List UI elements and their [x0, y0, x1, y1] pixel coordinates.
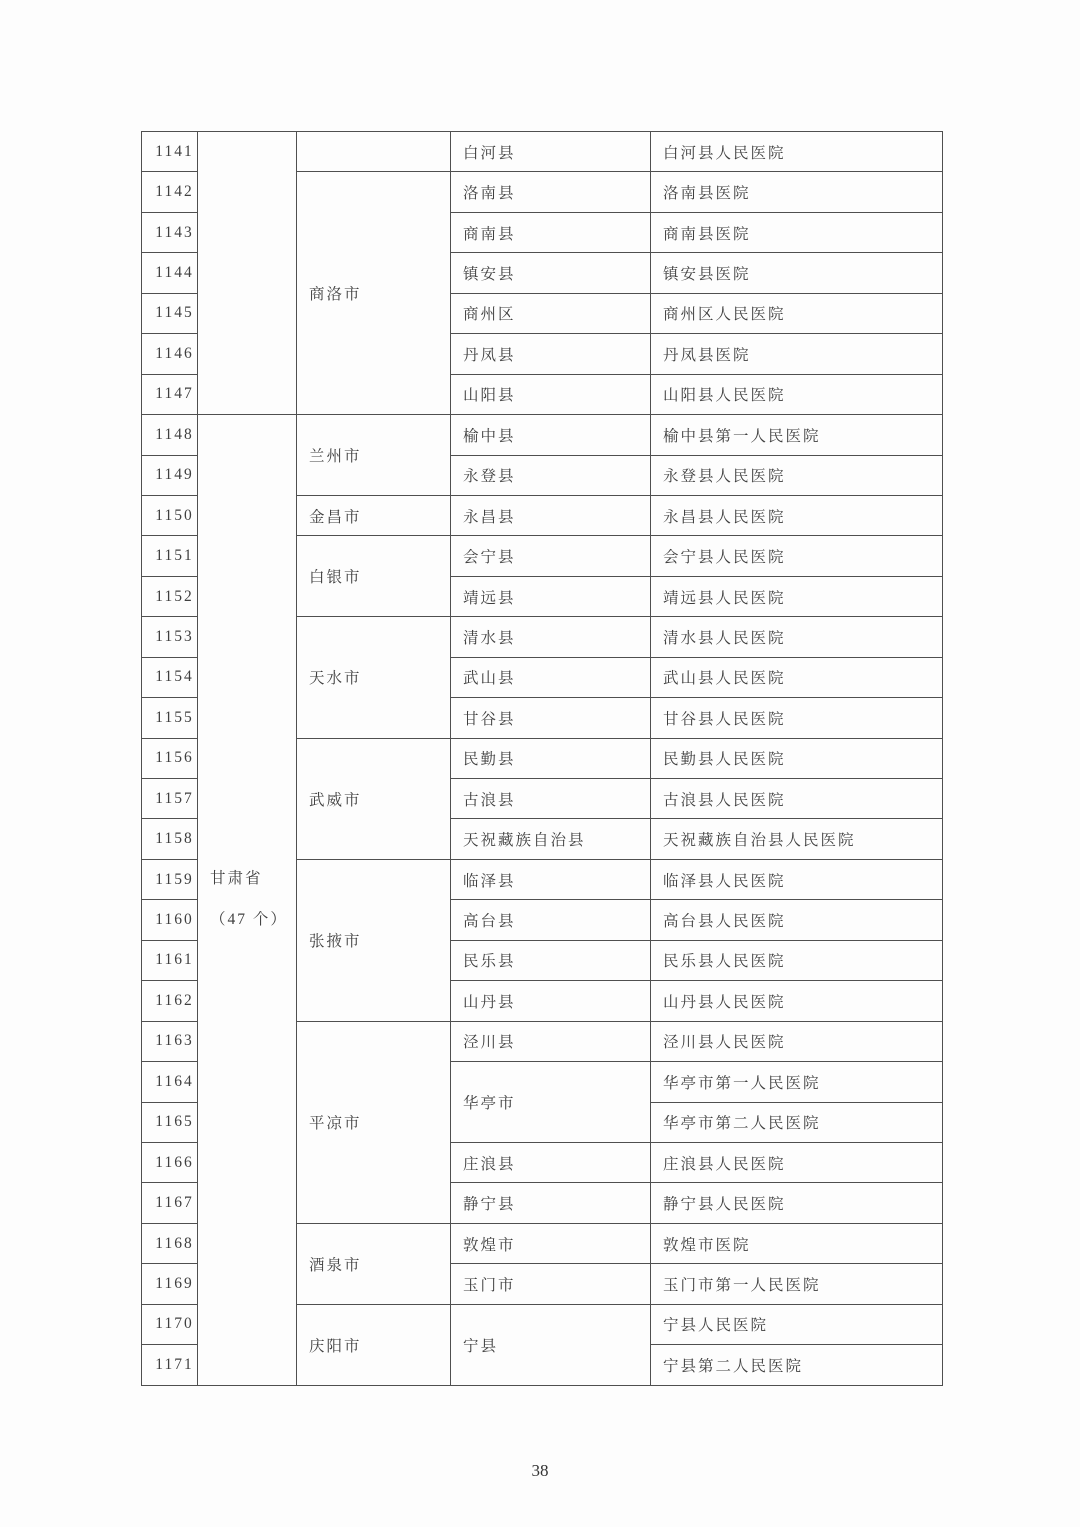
county-cell: 泾川县 — [451, 1021, 651, 1061]
row-number-cell: 1148 — [142, 415, 198, 455]
row-number-cell: 1146 — [142, 334, 198, 374]
county-cell: 临泽县 — [451, 859, 651, 899]
row-number-cell: 1167 — [142, 1183, 198, 1223]
county-cell: 商州区 — [451, 293, 651, 333]
hospital-cell: 永登县人民医院 — [651, 455, 943, 495]
page-number: 38 — [531, 1461, 549, 1480]
table-row — [142, 132, 943, 172]
city-cell: 天水市 — [297, 617, 451, 738]
county-cell: 玉门市 — [451, 1264, 651, 1304]
hospital-cell: 古浪县人民医院 — [651, 779, 943, 819]
county-cell: 永昌县 — [451, 495, 651, 535]
hospital-cell: 宁县人民医院 — [651, 1304, 943, 1344]
row-number-cell: 1165 — [142, 1102, 198, 1142]
county-cell: 古浪县 — [451, 779, 651, 819]
hospital-cell: 永昌县人民医院 — [651, 495, 943, 535]
table-row — [142, 415, 943, 455]
city-cell: 平凉市 — [297, 1021, 451, 1223]
row-number-cell: 1142 — [142, 172, 198, 212]
hospital-cell: 商南县医院 — [651, 212, 943, 252]
county-cell: 华亭市 — [451, 1062, 651, 1143]
row-number-cell: 1161 — [142, 940, 198, 980]
hospital-cell: 会宁县人民医院 — [651, 536, 943, 576]
county-cell: 商南县 — [451, 212, 651, 252]
hospital-cell: 镇安县医院 — [651, 253, 943, 293]
hospital-cell: 敦煌市医院 — [651, 1223, 943, 1263]
county-cell: 宁县 — [451, 1304, 651, 1385]
row-number-cell: 1158 — [142, 819, 198, 859]
city-cell: 张掖市 — [297, 859, 451, 1021]
city-cell: 武威市 — [297, 738, 451, 859]
county-cell: 丹凤县 — [451, 334, 651, 374]
hospital-cell: 清水县人民医院 — [651, 617, 943, 657]
city-cell: 兰州市 — [297, 415, 451, 496]
hospital-cell: 武山县人民医院 — [651, 657, 943, 697]
county-cell: 山阳县 — [451, 374, 651, 414]
city-cell — [297, 132, 451, 172]
hospital-cell: 民勤县人民医院 — [651, 738, 943, 778]
hospital-cell: 榆中县第一人民医院 — [651, 415, 943, 455]
county-cell: 会宁县 — [451, 536, 651, 576]
county-cell: 民乐县 — [451, 940, 651, 980]
hospital-cell: 丹凤县医院 — [651, 334, 943, 374]
county-cell: 榆中县 — [451, 415, 651, 455]
province-name: 甘肃省 — [210, 870, 263, 888]
row-number-cell: 1143 — [142, 212, 198, 252]
row-number-cell: 1162 — [142, 981, 198, 1021]
county-cell: 静宁县 — [451, 1183, 651, 1223]
county-cell: 民勤县 — [451, 738, 651, 778]
row-number-cell: 1159 — [142, 859, 198, 899]
county-cell: 白河县 — [451, 132, 651, 172]
county-cell: 山丹县 — [451, 981, 651, 1021]
county-cell: 武山县 — [451, 657, 651, 697]
hospital-cell: 华亭市第一人民医院 — [651, 1062, 943, 1102]
hospital-cell: 玉门市第一人民医院 — [651, 1264, 943, 1304]
hospital-cell: 宁县第二人民医院 — [651, 1345, 943, 1385]
hospital-cell: 民乐县人民医院 — [651, 940, 943, 980]
hospital-list-table — [141, 131, 943, 1386]
row-number-cell: 1152 — [142, 576, 198, 616]
city-cell: 商洛市 — [297, 172, 451, 415]
row-number-cell: 1141 — [142, 132, 198, 172]
row-number-cell: 1155 — [142, 698, 198, 738]
row-number-cell: 1145 — [142, 293, 198, 333]
hospital-cell: 天祝藏族自治县人民医院 — [651, 819, 943, 859]
city-cell: 庆阳市 — [297, 1304, 451, 1385]
row-number-cell: 1144 — [142, 253, 198, 293]
row-number-cell: 1157 — [142, 779, 198, 819]
city-cell: 白银市 — [297, 536, 451, 617]
hospital-cell: 商州区人民医院 — [651, 293, 943, 333]
county-cell: 敦煌市 — [451, 1223, 651, 1263]
row-number-cell: 1166 — [142, 1142, 198, 1182]
province-cell-continued — [198, 132, 297, 415]
hospital-cell: 静宁县人民医院 — [651, 1183, 943, 1223]
row-number-cell: 1163 — [142, 1021, 198, 1061]
row-number-cell: 1170 — [142, 1304, 198, 1344]
county-cell: 庄浪县 — [451, 1142, 651, 1182]
hospital-cell: 山阳县人民医院 — [651, 374, 943, 414]
county-cell: 甘谷县 — [451, 698, 651, 738]
county-cell: 洛南县 — [451, 172, 651, 212]
hospital-cell: 华亭市第二人民医院 — [651, 1102, 943, 1142]
city-cell: 金昌市 — [297, 495, 451, 535]
hospital-cell: 甘谷县人民医院 — [651, 698, 943, 738]
hospital-cell: 洛南县医院 — [651, 172, 943, 212]
row-number-cell: 1171 — [142, 1345, 198, 1385]
row-number-cell: 1168 — [142, 1223, 198, 1263]
hospital-cell: 白河县人民医院 — [651, 132, 943, 172]
county-cell: 镇安县 — [451, 253, 651, 293]
row-number-cell: 1154 — [142, 657, 198, 697]
province-count: （47 个） — [210, 910, 288, 928]
hospital-cell: 靖远县人民医院 — [651, 576, 943, 616]
row-number-cell: 1160 — [142, 900, 198, 940]
county-cell: 天祝藏族自治县 — [451, 819, 651, 859]
hospital-cell: 泾川县人民医院 — [651, 1021, 943, 1061]
row-number-cell: 1150 — [142, 495, 198, 535]
row-number-cell: 1151 — [142, 536, 198, 576]
row-number-cell: 1147 — [142, 374, 198, 414]
row-number-cell: 1169 — [142, 1264, 198, 1304]
county-cell: 靖远县 — [451, 576, 651, 616]
hospital-cell: 山丹县人民医院 — [651, 981, 943, 1021]
row-number-cell: 1164 — [142, 1062, 198, 1102]
hospital-cell: 高台县人民医院 — [651, 900, 943, 940]
city-cell: 酒泉市 — [297, 1223, 451, 1304]
hospital-cell: 庄浪县人民医院 — [651, 1142, 943, 1182]
hospital-cell: 临泽县人民医院 — [651, 859, 943, 899]
county-cell: 永登县 — [451, 455, 651, 495]
county-cell: 清水县 — [451, 617, 651, 657]
row-number-cell: 1149 — [142, 455, 198, 495]
county-cell: 高台县 — [451, 900, 651, 940]
province-cell-gansu — [198, 415, 297, 1386]
row-number-cell: 1153 — [142, 617, 198, 657]
row-number-cell: 1156 — [142, 738, 198, 778]
